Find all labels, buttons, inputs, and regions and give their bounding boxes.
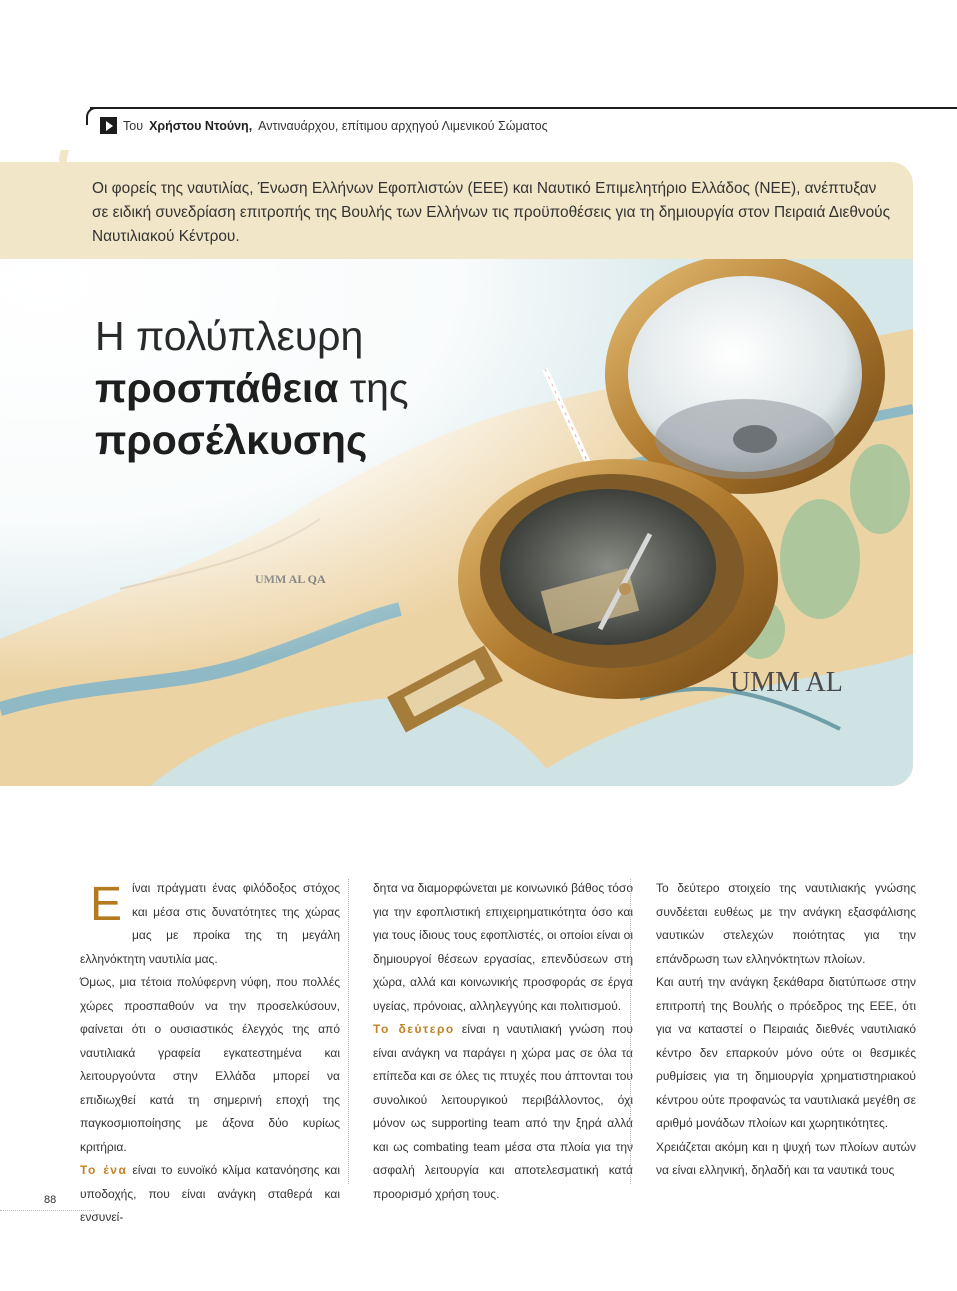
title-line-2-light: της xyxy=(338,365,409,411)
highlight-lead: Το δεύτερο xyxy=(373,1022,455,1036)
column-divider xyxy=(630,879,631,1184)
article-title xyxy=(95,310,409,466)
column-divider xyxy=(348,879,349,1184)
byline xyxy=(100,117,548,134)
footer-rule xyxy=(0,1210,94,1211)
title-line-2-bold: προσπάθεια xyxy=(95,365,339,411)
play-icon xyxy=(100,117,117,134)
byline-prefix: Του xyxy=(123,118,144,133)
page-number: 88 xyxy=(44,1194,57,1206)
body-column-1 xyxy=(80,877,340,1230)
paragraph: Όμως, μια τέτοια πολύφερνη νύφη, που πολλές χώρες προσπαθούν να την προσελκύσουν, φαίνεται ότι ο ουσιαστικός έλεγχός της από ναυτιλιακά γραφεία εγκατεστημένα και λειτουργούντα στην Ελλάδα μπορεί να επιδιωχθεί κατά τη σημερινή εποχή της παγκοσμιοποίησης με άξονα δύο κυρίως κριτήρια. xyxy=(80,975,340,1154)
paragraph-text: ίναι πράγματι ένας φιλόδοξος στόχος και μέσα στις δυνατότητες της χώρας μας με προίκα της τη μεγάλη ελληνόκτητη ναυτιλία μας. xyxy=(80,881,340,966)
paragraph: δητα να διαμορφώνεται με κοινωνικό βάθος τόσο για την εφοπλιστική επιχειρηματικότητα όσο και για τους ίδιους τους εφοπλιστές, οι οποίοι είναι οι δημιουργοί θέσεων εργασίας, επενδύσεων στη χώρα, αλλά και κοινωνικής προσφοράς σε έργα υγείας, πρόνοιας, αλληλεγγύης και πολιτισμού. xyxy=(373,881,633,1013)
body-column-3 xyxy=(656,877,916,1183)
body-column-2 xyxy=(373,877,633,1206)
byline-hook xyxy=(86,107,98,125)
paragraph-text: είναι το ευνοϊκό κλίμα κατανόησης και υποδοχής, που είναι ανάγκη σταθερά και ενσυνεί- xyxy=(80,1163,340,1224)
lead-paragraph: Οι φορείς της ναυτιλίας, Ένωση Ελλήνων Εφοπλιστών (ΕΕΕ) και Ναυτικό Επιμελητήριο Ελλάδος (ΝΕΕ), ανέπτυξαν σε ειδική συνεδρίαση επιτροπής της Βουλής των Ελλήνων τις προϋποθέσεις για τη δημιουργία στον Πειραιά Διεθνούς Ναυτιλιακού Κέντρου. xyxy=(0,162,913,259)
paragraph: Το δεύτερο στοιχείο της ναυτιλιακής γνώσης συνδέεται ευθέως με την ανάγκη εξασφάλισης ναυτικών στελεχών ποιότητας για την επάνδρωση των ελληνόκτητων πλοίων. xyxy=(656,881,916,966)
byline-role: Αντιναυάρχου, επίτιμου αρχηγού Λιμενικού Σώματος xyxy=(258,118,548,133)
paragraph xyxy=(373,1018,633,1206)
highlight-lead: Το ένα xyxy=(80,1163,128,1177)
byline-rule xyxy=(90,107,957,109)
byline-author: Χρήστου Ντούνη, xyxy=(149,118,253,133)
paragraph xyxy=(80,1159,340,1230)
paragraph xyxy=(80,877,340,971)
paragraph-text: είναι η ναυτιλιακή γνώση που είναι ανάγκη να παράγει η χώρα μας σε όλα τα επίπεδα και σε όλες τις πτυχές που άπτονται του συνολικού λειτουργικού περιβάλλοντος, όχι μόνον ως supporting team από την ξηρά αλλά και ως combating team μέσα στα πλοία για την ασφαλή λειτουργία και αποτελεσματική κατά προορισμό χρήση τους. xyxy=(373,1022,633,1201)
drop-cap: Ε xyxy=(90,878,123,931)
title-line-3: προσέλκυσης xyxy=(95,417,368,463)
title-line-1: Η πολύπλευρη xyxy=(95,313,364,359)
paragraph: Χρειάζεται ακόμη και η ψυχή των πλοίων αυτών να είναι ελληνική, δηλαδή και τα ναυτικά τους xyxy=(656,1139,916,1177)
paragraph: Και αυτή την ανάγκη ξεκάθαρα διατύπωσε στην επιτροπή της Βουλής ο πρόεδρος της ΕΕΕ, ότι για να καταστεί ο Πειραιάς διεθνές ναυτιλιακό κέντρο δεν επαρκούν μόνο ούτε οι θεσμικές ρυθμίσεις για τη δημιουργία χρηματιστηριακού κέντρου ούτε προφανώς τα ναυτιλιακά μεγέθη σε αριθμό μονάδων πλοίων και χωρητικότητες. xyxy=(656,975,916,1130)
